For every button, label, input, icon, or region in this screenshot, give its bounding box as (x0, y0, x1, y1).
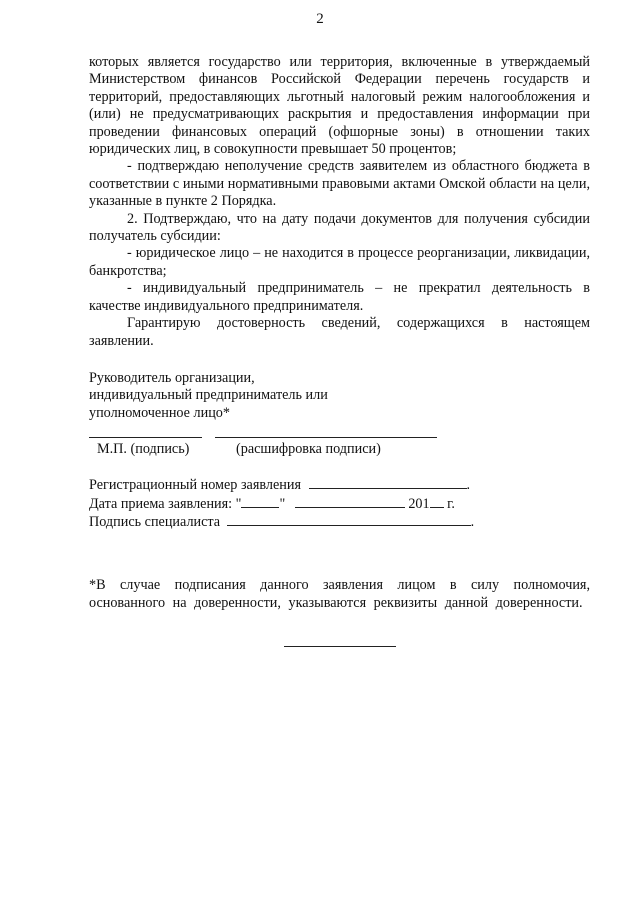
registration-number-end: . (466, 477, 471, 493)
paragraph-legal-entity: - юридическое лицо – не находится в процессе реорганизации, ликвидации, банкротства; (89, 245, 590, 279)
registration-number-row (89, 475, 509, 494)
paragraph-no-budget-funds: - подтверждаю неполучение средств заявителем из областного бюджета в соответствии с иными нормативными правовыми актами Омской области на цели, указанные в пункте 2 Порядка. (89, 158, 590, 210)
paragraph-confirmation-2: 2. Подтверждаю, что на дату подачи документов для получения субсидии получатель субсидии: (89, 210, 590, 245)
signatory-line-2: индивидуальный предприниматель или (89, 387, 328, 404)
receipt-year-prefix: 201 (408, 495, 430, 512)
document-body (89, 54, 590, 350)
registration-block (89, 475, 509, 531)
paragraph-offshore-continuation: которых является государство или территория, включенные в утверждаемый Министерством финансов Российской Федерации перечень государств и территорий, предоставляющих льготный налоговый режим налогообложения и (или) не предусматривающих раскрытия и предоставления информации при проведении финансовых операций (офшорные зоны) в отношении таких юридических лиц, в совокупности превышает 50 процентов; (89, 54, 590, 158)
receipt-month-field (295, 494, 405, 508)
signatory-line-1: Руководитель организации, (89, 370, 255, 386)
signature-line (89, 437, 202, 438)
end-of-document-line (284, 646, 396, 647)
paragraph-individual-entrepreneur: - индивидуальный предприниматель – не прекратил деятельность в качестве индивидуального предпринимателя. (89, 280, 590, 314)
page-number: 2 (316, 11, 324, 27)
receipt-date-row (89, 494, 509, 513)
specialist-signature-row (89, 512, 509, 531)
specialist-signature-end: . (470, 514, 475, 530)
registration-number-label: Регистрационный номер заявления (89, 477, 301, 493)
signatory-block (89, 370, 489, 422)
signature-decode-caption: (расшифровка подписи) (236, 441, 381, 457)
specialist-signature-label: Подпись специалиста (89, 514, 221, 530)
signature-lines (89, 437, 449, 439)
receipt-year-field (430, 494, 444, 508)
signature-decode-line (215, 437, 437, 438)
receipt-date-label: Дата приема заявления: " (89, 495, 242, 512)
paragraph-guarantee: Гарантирую достоверность сведений, содержащихся в настоящем заявлении. (89, 315, 590, 349)
footnote: *В случае подписания данного заявления лицом в силу полномочия, основанного на доверенности, указываются реквизиты данной доверенности. (89, 577, 590, 611)
receipt-day-field (241, 494, 279, 508)
signature-caption: М.П. (подпись) (97, 441, 190, 457)
registration-number-field (309, 475, 467, 489)
receipt-year-suffix: г. (447, 495, 455, 512)
signatory-line-3: уполномоченное лицо* (89, 404, 230, 421)
specialist-signature-field (227, 512, 471, 526)
receipt-date-quote-close: " (279, 495, 286, 512)
